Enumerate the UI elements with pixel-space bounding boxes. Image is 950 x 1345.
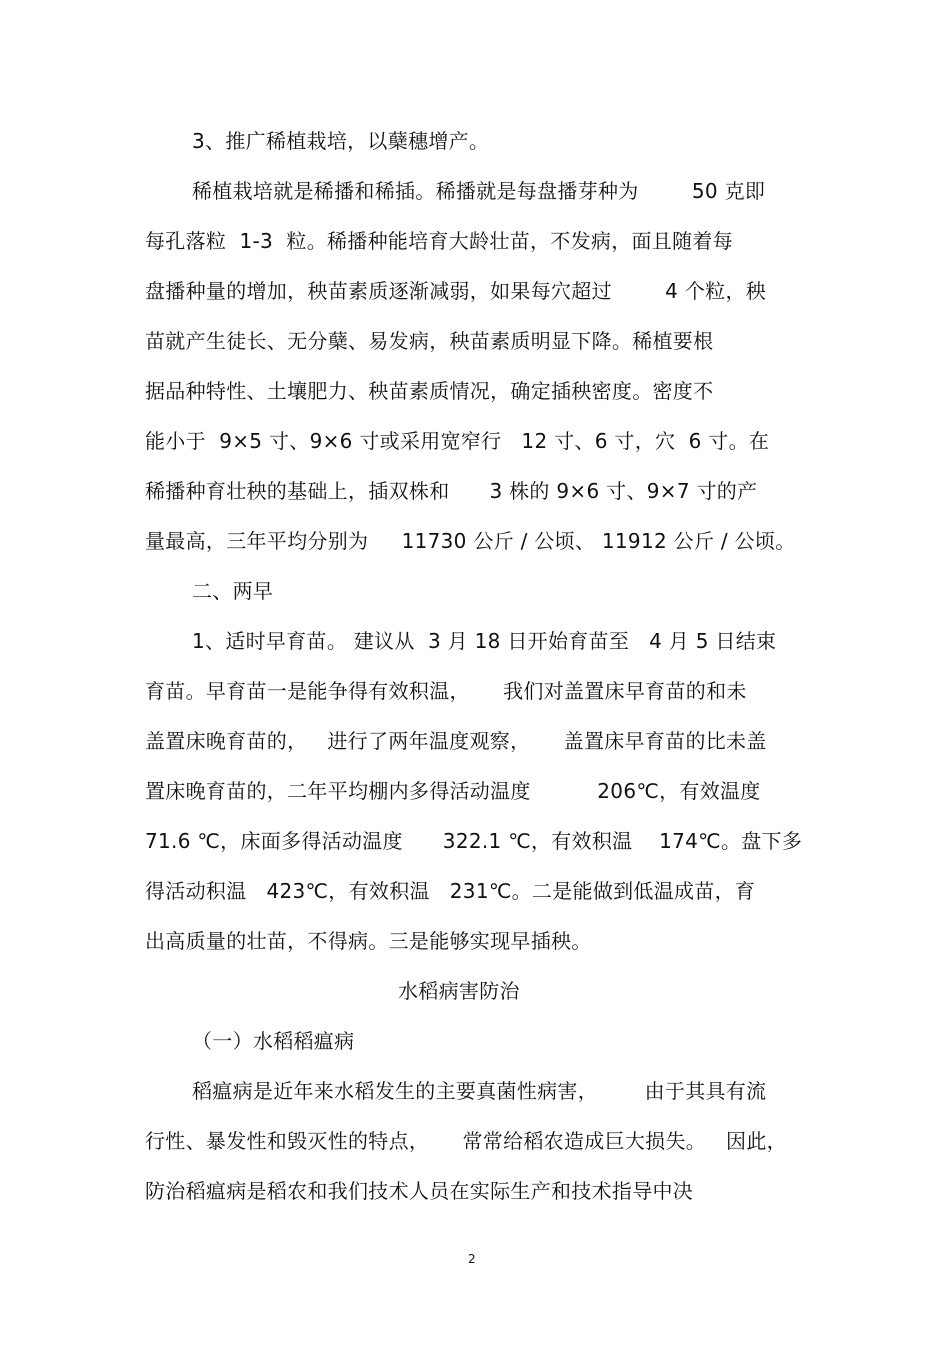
paragraph-line: 每孔落粒 1-3 粒。稀播种能培育大龄壮苗，不发病，面且随着每 [145,229,733,253]
paragraph-line: 育苗。早育苗一是能争得有效积温， 我们对盖置床早育苗的和未 [145,679,747,703]
paragraph-line: 能小于 9×5 寸、9×6 寸或采用宽窄行 12 寸、6 寸，穴 6 寸。在 [145,429,770,453]
section-title-disease-control: 水稻病害防治 [398,979,520,1003]
paragraph-line: 据品种特性、土壤肥力、秧苗素质情况，确定插秧密度。密度不 [145,379,714,403]
paragraph-line: 1、适时早育苗。 建议从 3 月 18 日开始育苗至 4 月 5 日结束 [192,629,777,653]
subsection-heading-rice-blast: （一）水稻稻瘟病 [192,1029,355,1053]
paragraph-line: 稻瘟病是近年来水稻发生的主要真菌性病害， 由于其具有流 [192,1079,767,1103]
section-heading-sparse-planting: 3、推广稀植栽培，以蘖穗增产。 [192,129,490,153]
paragraph-line: 得活动积温 423℃，有效积温 231℃。二是能做到低温成苗，育 [145,879,756,903]
paragraph-line: 71.6 ℃，床面多得活动温度 322.1 ℃，有效积温 174℃。盘下多 [145,829,803,853]
paragraph-line: 稀植栽培就是稀播和稀插。稀播就是每盘播芽种为 50 克即 [192,179,766,203]
paragraph-line: 行性、暴发性和毁灭性的特点， 常常给稻农造成巨大损失。 因此， [145,1129,787,1153]
paragraph-line: 盖置床晚育苗的， 进行了两年温度观察， 盖置床早育苗的比未盖 [145,729,767,753]
paragraph-line: 防治稻瘟病是稻农和我们技术人员在实际生产和技术指导中决 [145,1179,694,1203]
paragraph-line: 置床晚育苗的，二年平均棚内多得活动温度 206℃，有效温度 [145,779,761,803]
paragraph-line: 出高质量的壮苗，不得病。三是能够实现早插秧。 [145,929,592,953]
section-heading-two-early: 二、两早 [192,579,274,603]
paragraph-line: 稀播种育壮秧的基础上，插双株和 3 株的 9×6 寸、9×7 寸的产 [145,479,758,503]
paragraph-line: 盘播种量的增加，秧苗素质逐渐减弱，如果每穴超过 4 个粒，秧 [145,279,767,303]
page-number: 2 [468,1252,476,1266]
paragraph-line: 量最高，三年平均分别为 11730 公斤 / 公顷、 11912 公斤 / 公顷。 [145,529,796,553]
paragraph-line: 苗就产生徒长、无分蘖、易发病，秧苗素质明显下降。稀植要根 [145,329,714,353]
